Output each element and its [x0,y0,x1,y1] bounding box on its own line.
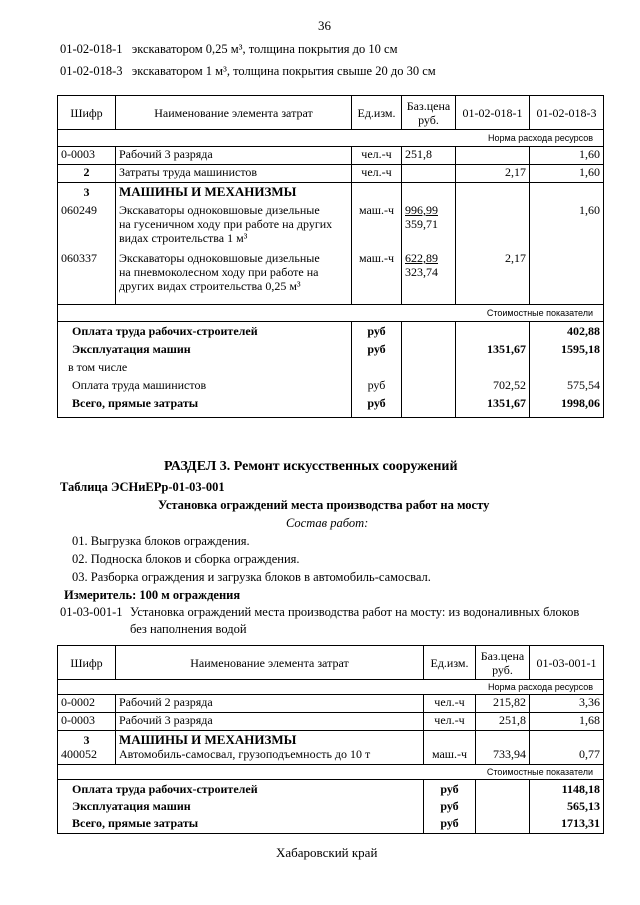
machines-block [58,731,604,765]
cost-operators-unit: руб [367,378,386,392]
resource-table-1 [57,95,604,418]
machine-code: 400052 [61,747,97,761]
header-unit: Ед.изм. [424,646,476,680]
machine-v1-2: 2,17 [505,251,526,265]
resource-table-2 [57,645,604,834]
table-label: Таблица ЭСНиЕРр-01-03-001 [60,480,225,494]
table-row [58,165,604,183]
item-text-line-1: Установка ограждений места производства работ на мосту: из водоналивных блоков [130,605,580,619]
machine-price-1a: 996,99 [405,203,438,217]
machine-unit-2: маш.-ч [358,251,395,265]
machine-name-2-l2: на пневмоколесном ходу при работе на [119,265,319,279]
row-code: 0-0002 [58,695,116,713]
cost-labor-name: Оплата труда рабочих-строителей [72,324,258,338]
cost-labor-name: Оплата труда рабочих-строителей [72,782,258,796]
section-heading: РАЗДЕЛ 3. Ремонт искусственных сооружений [164,459,458,474]
row-unit: чел.-ч [424,695,476,713]
cost-operators-v1: 702,52 [493,378,526,392]
machine-unit: маш.-ч [431,747,468,761]
row-code: 2 [58,165,116,183]
cost-operators-name: Оплата труда машинистов [72,378,207,392]
cost-operators-v2: 575,54 [567,378,600,392]
page-number: 36 [318,18,331,33]
header-name: Наименование элемента затрат [116,646,424,680]
section-code: 3 [83,733,90,747]
machine-price-2b: 323,74 [405,265,438,279]
work-step-1: 01. Выгрузка блоков ограждения. [72,534,250,548]
machine-price: 733,94 [493,747,526,761]
row-name: Затраты труда машинистов [116,165,352,183]
row-value-1: 1,68 [530,713,604,731]
norm-label: Норма расхода ресурсов [58,130,604,147]
machine-v2-1: 1,60 [579,203,600,217]
row-unit: чел.-ч [424,713,476,731]
row-value-1 [456,147,530,165]
cost-machine-v1: 1351,67 [487,342,526,356]
table-row [58,147,604,165]
table-title: Установка ограждений места производства работ на мосту [158,498,490,512]
cost-total-v1: 1713,31 [561,816,600,830]
cost-total-v2: 1998,06 [561,396,600,410]
machine-code-1: 060249 [61,203,97,217]
intro-code-1: 01-02-018-1 [60,42,123,56]
cost-block [58,780,604,834]
section-code: 3 [83,185,90,199]
header-price: Баз.цена руб. [476,646,530,680]
cost-label: Стоимостные показатели [58,765,604,780]
measure-unit: Измеритель: 100 м ограждения [64,588,241,602]
machines-block [58,183,604,305]
cost-machine-name: Эксплуатация машин [72,799,191,813]
item-code: 01-03-001-1 [60,605,123,619]
intro-text-1: экскаватором 0,25 м³, толщина покрытия до 10 см [131,42,398,56]
machine-name-1-l1: Экскаваторы одноковшовые дизельные [119,203,320,217]
row-code: 0-0003 [58,713,116,731]
cost-machine-unit: руб [367,342,386,356]
section-title: МАШИНЫ И МЕХАНИЗМЫ [119,184,297,199]
cost-total-name: Всего, прямые затраты [72,396,199,410]
machine-v1-1 [459,203,526,217]
header-col-1: 01-02-018-1 [456,96,530,130]
footer-region: Хабаровский край [276,845,378,860]
section-title: МАШИНЫ И МЕХАНИЗМЫ [119,732,297,747]
row-unit: чел.-ч [352,165,402,183]
table-row [58,713,604,731]
row-price: 251,8 [476,713,530,731]
norm-label: Норма расхода ресурсов [58,680,604,695]
intro-line-1 [60,42,398,57]
header-name: Наименование элемента затрат [116,96,352,130]
header-price: Баз.цена руб. [402,96,456,130]
machine-v1: 0,77 [579,747,600,761]
cost-block [58,322,604,418]
machine-name-2-l1: Экскаваторы одноковшовые дизельные [119,251,320,265]
cost-machine-unit: руб [440,799,459,813]
machine-code-2: 060337 [61,251,97,265]
intro-line-2 [60,64,436,79]
intro-code-2: 01-02-018-3 [60,64,123,78]
work-step-2: 02. Подноска блоков и сборка ограждения. [72,552,300,566]
row-unit: чел.-ч [352,147,402,165]
row-price [402,165,456,183]
work-step-3: 03. Разборка ограждения и загрузка блоков в автомобиль-самосвал. [72,570,431,584]
machine-unit-1: маш.-ч [358,203,395,217]
machine-name-1-l2: на гусеничном ходу при работе на других [119,217,333,231]
row-name: Рабочий 2 разряда [116,695,424,713]
machine-price-1b: 359,71 [405,217,438,231]
cost-total-v1: 1351,67 [487,396,526,410]
cost-machine-v1: 565,13 [567,799,600,813]
header-code: Шифр [58,96,116,130]
row-value-1: 3,36 [530,695,604,713]
machine-name-1-l3: видах строительства 1 м³ [119,231,248,245]
item-text-line-2: без наполнения водой [130,622,247,636]
row-value-2: 1,60 [530,147,604,165]
table-row [58,695,604,713]
work-composition: Состав работ: [286,516,369,530]
row-code: 0-0003 [58,147,116,165]
header-code: Шифр [58,646,116,680]
machine-name: Автомобиль-самосвал, грузоподъемность до 10 т [119,747,371,761]
cost-labor-v1: 1148,18 [561,782,600,796]
cost-total-name: Всего, прямые затраты [72,816,199,830]
machine-price-2a: 622,89 [405,251,438,265]
cost-including: в том числе [68,360,128,374]
row-value-1: 2,17 [456,165,530,183]
cost-label: Стоимостные показатели [58,305,604,322]
header-unit: Ед.изм. [352,96,402,130]
cost-total-unit: руб [367,396,386,410]
row-value-2: 1,60 [530,165,604,183]
cost-labor-unit: руб [440,782,459,796]
machine-name-2-l3: других видах строительства 0,25 м³ [119,279,301,293]
row-price: 251,8 [402,147,456,165]
cost-machine-v2: 1595,18 [561,342,600,356]
intro-text-2: экскаватором 1 м³, толщина покрытия свыше 20 до 30 см [131,64,436,78]
cost-labor-v2: 402,88 [567,324,600,338]
cost-labor-unit: руб [367,324,386,338]
cost-labor-v1 [459,324,526,342]
header-col-1: 01-03-001-1 [530,646,604,680]
row-name: Рабочий 3 разряда [116,713,424,731]
header-col-2: 01-02-018-3 [530,96,604,130]
row-name: Рабочий 3 разряда [116,147,352,165]
row-price: 215,82 [476,695,530,713]
cost-machine-name: Эксплуатация машин [72,342,191,356]
cost-total-unit: руб [440,816,459,830]
